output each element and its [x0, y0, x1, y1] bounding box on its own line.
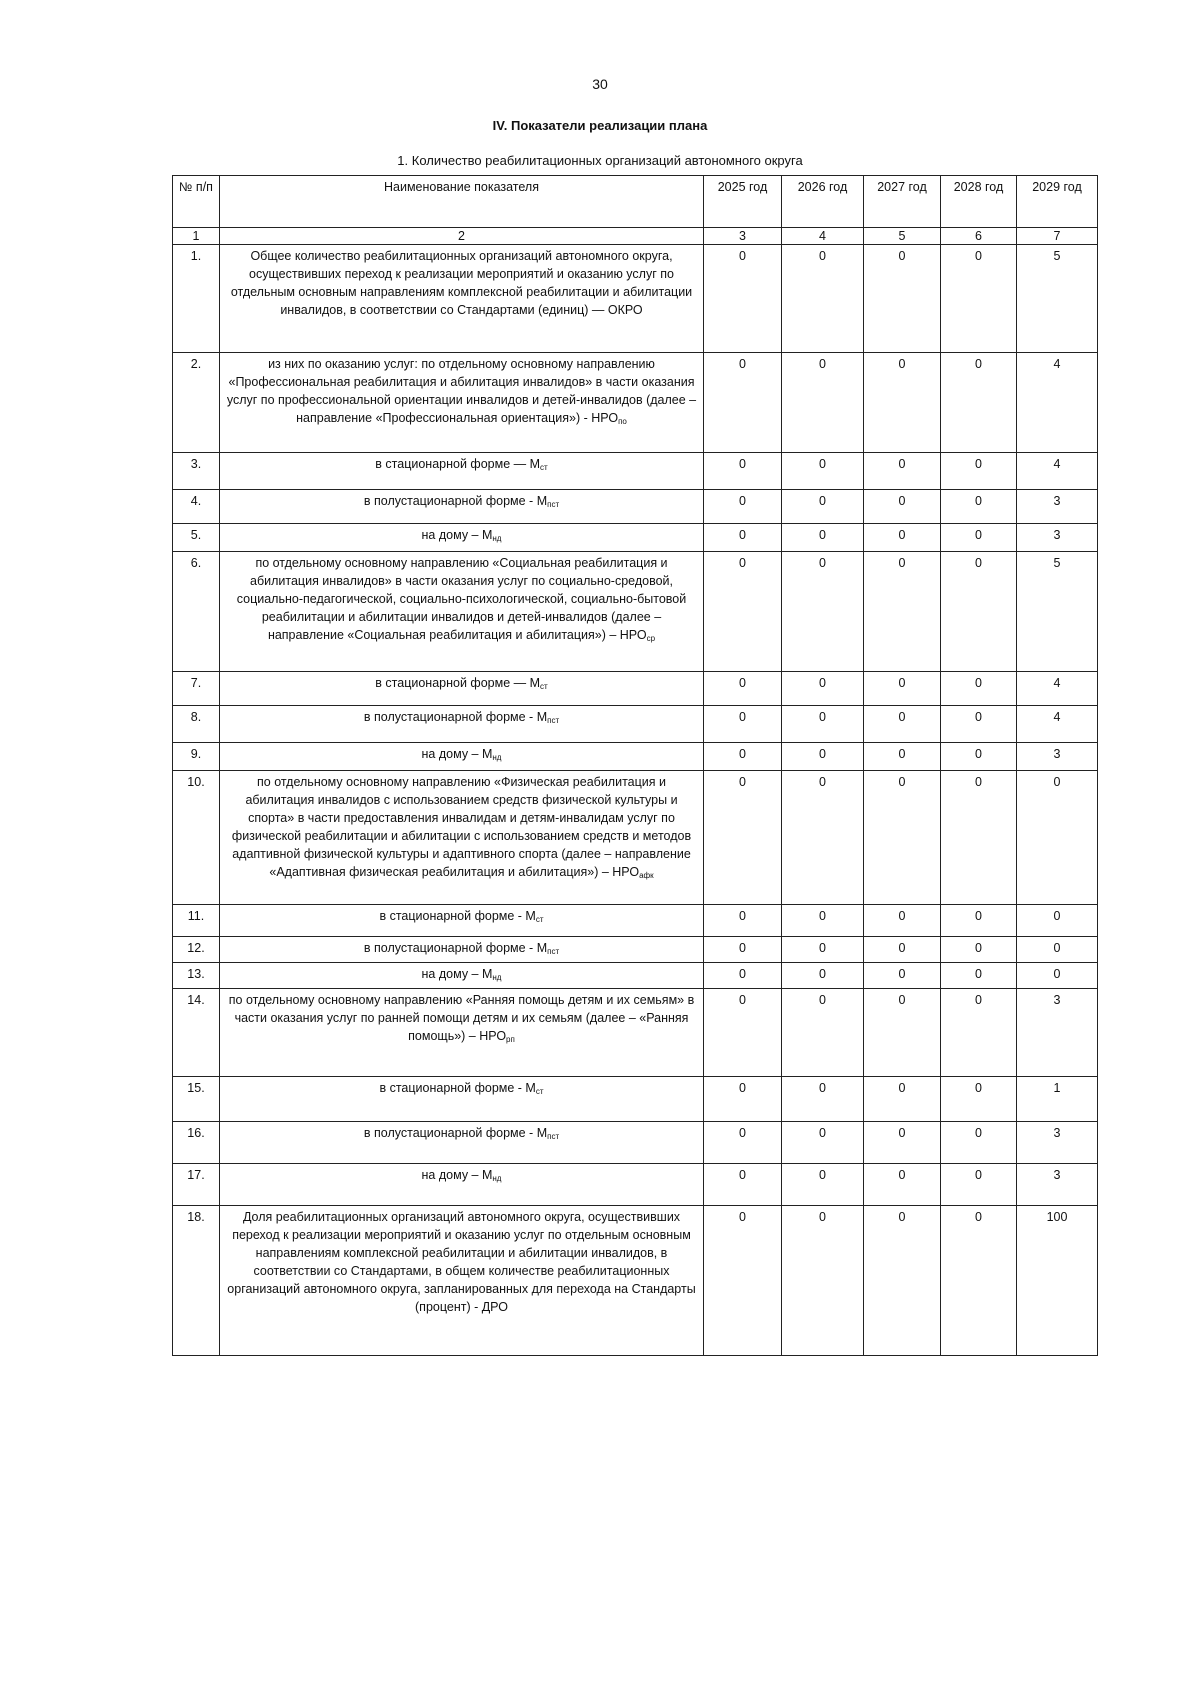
- value-2028: 0: [941, 353, 1017, 453]
- indicator-name: [220, 989, 704, 1077]
- row-number: 18.: [173, 1206, 220, 1356]
- table-header-row: [173, 176, 1098, 228]
- table-row: [173, 989, 1098, 1077]
- value-2029: 4: [1017, 706, 1098, 743]
- value-2028: 0: [941, 706, 1017, 743]
- table-row: [173, 1206, 1098, 1356]
- indicator-name: [220, 937, 704, 963]
- value-2026: 0: [782, 453, 864, 490]
- value-2028: 0: [941, 743, 1017, 771]
- value-2029: 4: [1017, 672, 1098, 706]
- table-row: [173, 743, 1098, 771]
- indicator-name-text: на дому – М: [421, 528, 493, 542]
- value-2026: 0: [782, 1164, 864, 1206]
- row-number: 5.: [173, 524, 220, 552]
- indicator-name-text: в стационарной форме — М: [375, 676, 541, 690]
- table-row: [173, 937, 1098, 963]
- indicator-subscript: ст: [535, 915, 544, 924]
- indicator-name: [220, 1077, 704, 1122]
- value-2028: 0: [941, 245, 1017, 353]
- value-2029: 5: [1017, 552, 1098, 672]
- value-2025: 0: [704, 453, 782, 490]
- value-2025: 0: [704, 552, 782, 672]
- value-2028: 0: [941, 989, 1017, 1077]
- value-2027: 0: [864, 1164, 941, 1206]
- value-2027: 0: [864, 552, 941, 672]
- indicator-subscript: по: [618, 417, 627, 426]
- indicator-name-text: по отдельному основному направлению «Социальная реабилитация и абилитация инвалидов» в части оказания услуг по социально-средовой, социально-педагогической, социально-психологической, социально-бытовой реабилитации и абилитации инвалидов и детей-инвалидов (далее – направление «Социальная реабилитация и абилитация») – НРО: [236, 556, 687, 642]
- indicator-name: [220, 353, 704, 453]
- indicator-name: [220, 1206, 704, 1356]
- indicator-name-text: на дому – М: [421, 747, 493, 761]
- value-2025: 0: [704, 672, 782, 706]
- index-cell: 5: [864, 228, 941, 245]
- indicator-subscript: пст: [547, 1132, 560, 1141]
- row-number: 13.: [173, 963, 220, 989]
- value-2025: 0: [704, 524, 782, 552]
- value-2029: 3: [1017, 1122, 1098, 1164]
- value-2025: 0: [704, 245, 782, 353]
- table-row: [173, 552, 1098, 672]
- indicator-name-text: в полустационарной форме - М: [363, 494, 548, 508]
- table-body: [173, 245, 1098, 1356]
- value-2025: 0: [704, 353, 782, 453]
- indicator-name-text: Общее количество реабилитационных организаций автономного округа, осуществивших переход к реализации мероприятий и оказанию услуг по отдельным основным направлениям комплексной реабилитации и абилитации инвалидов, в соответствии со Стандартами (единиц) — ОКРО: [230, 249, 693, 317]
- indicator-subscript: нд: [492, 534, 502, 543]
- index-cell: 2: [220, 228, 704, 245]
- value-2028: 0: [941, 524, 1017, 552]
- indicator-name: [220, 245, 704, 353]
- row-number: 4.: [173, 490, 220, 524]
- indicator-name-text: Доля реабилитационных организаций автономного округа, осуществивших переход к реализации мероприятий и оказанию услуг по отдельным основным направлениям комплексной реабилитации и абилитации инвалидов, в соответствии со Стандартами, в общем количестве реабилитационных организаций автономного округа, запланированных для перехода на Стандарты (процент) - ДРО: [227, 1210, 696, 1314]
- value-2025: 0: [704, 963, 782, 989]
- value-2029: 5: [1017, 245, 1098, 353]
- table-row: [173, 1122, 1098, 1164]
- value-2026: 0: [782, 490, 864, 524]
- section-title: IV. Показатели реализации плана: [492, 118, 708, 133]
- row-number: 7.: [173, 672, 220, 706]
- indicator-name: [220, 963, 704, 989]
- value-2027: 0: [864, 1077, 941, 1122]
- row-number: 16.: [173, 1122, 220, 1164]
- indicator-subscript: ср: [646, 634, 656, 643]
- indicator-subscript: нд: [492, 753, 502, 762]
- value-2025: 0: [704, 706, 782, 743]
- value-2029: 0: [1017, 905, 1098, 937]
- value-2028: 0: [941, 552, 1017, 672]
- value-2029: 3: [1017, 989, 1098, 1077]
- value-2026: 0: [782, 743, 864, 771]
- indicator-name-text: в стационарной форме - М: [379, 1081, 536, 1095]
- indicator-subscript: нд: [492, 1174, 502, 1183]
- value-2027: 0: [864, 353, 941, 453]
- index-cell: 4: [782, 228, 864, 245]
- page-number: 30: [592, 76, 608, 92]
- value-2027: 0: [864, 905, 941, 937]
- value-2027: 0: [864, 989, 941, 1077]
- value-2027: 0: [864, 963, 941, 989]
- indicator-subscript: ст: [535, 1087, 544, 1096]
- value-2026: 0: [782, 1206, 864, 1356]
- value-2029: 4: [1017, 453, 1098, 490]
- value-2028: 0: [941, 963, 1017, 989]
- table-row: [173, 245, 1098, 353]
- value-2025: 0: [704, 743, 782, 771]
- value-2027: 0: [864, 771, 941, 905]
- header-2026: 2026 год: [782, 176, 864, 228]
- indicator-subscript: пст: [547, 947, 560, 956]
- indicator-name: [220, 552, 704, 672]
- value-2029: 1: [1017, 1077, 1098, 1122]
- index-cell: 3: [704, 228, 782, 245]
- value-2028: 0: [941, 905, 1017, 937]
- indicator-name-text: в стационарной форме — М: [375, 457, 541, 471]
- value-2029: 3: [1017, 1164, 1098, 1206]
- value-2027: 0: [864, 1122, 941, 1164]
- value-2025: 0: [704, 905, 782, 937]
- value-2028: 0: [941, 1077, 1017, 1122]
- row-number: 9.: [173, 743, 220, 771]
- value-2029: 3: [1017, 743, 1098, 771]
- row-number: 8.: [173, 706, 220, 743]
- header-2028: 2028 год: [941, 176, 1017, 228]
- row-number: 6.: [173, 552, 220, 672]
- row-number: 15.: [173, 1077, 220, 1122]
- value-2025: 0: [704, 490, 782, 524]
- value-2028: 0: [941, 771, 1017, 905]
- value-2026: 0: [782, 771, 864, 905]
- value-2029: 0: [1017, 963, 1098, 989]
- table-row: [173, 1164, 1098, 1206]
- value-2029: 100: [1017, 1206, 1098, 1356]
- indicator-name-text: на дому – М: [421, 1168, 493, 1182]
- table-row: [173, 353, 1098, 453]
- value-2026: 0: [782, 524, 864, 552]
- value-2027: 0: [864, 743, 941, 771]
- index-cell: 7: [1017, 228, 1098, 245]
- indicator-name: [220, 453, 704, 490]
- value-2027: 0: [864, 937, 941, 963]
- row-number: 2.: [173, 353, 220, 453]
- value-2029: 3: [1017, 490, 1098, 524]
- value-2027: 0: [864, 706, 941, 743]
- indicator-name-text: по отдельному основному направлению «Физическая реабилитация и абилитация инвалидов с использованием средств физической культуры и спорта» в части предоставления инвалидам и детям-инвалидам услуг по физической реабилитации и абилитации с использованием средств и методов адаптивной физической культуры и адаптивного спорта (далее – направление «Адаптивная физическая реабилитация и абилитация») – НРО: [231, 775, 692, 879]
- table-index-row: [173, 228, 1098, 245]
- indicator-name: [220, 743, 704, 771]
- value-2026: 0: [782, 1122, 864, 1164]
- value-2029: 3: [1017, 524, 1098, 552]
- indicator-name: [220, 524, 704, 552]
- value-2029: 0: [1017, 771, 1098, 905]
- value-2029: 0: [1017, 937, 1098, 963]
- indicator-name-text: по отдельному основному направлению «Ранняя помощь детям и их семьям» в части оказания услуг по ранней помощи детям и их семьям (далее – «Ранняя помощь») – НРО: [228, 993, 695, 1043]
- value-2028: 0: [941, 937, 1017, 963]
- table-row: [173, 963, 1098, 989]
- value-2028: 0: [941, 672, 1017, 706]
- row-number: 12.: [173, 937, 220, 963]
- index-cell: 1: [173, 228, 220, 245]
- indicator-name-text: в стационарной форме - М: [379, 909, 536, 923]
- header-name: Наименование показателя: [220, 176, 704, 228]
- value-2026: 0: [782, 706, 864, 743]
- indicator-subscript: афк: [639, 871, 654, 880]
- value-2027: 0: [864, 490, 941, 524]
- indicator-name: [220, 905, 704, 937]
- value-2025: 0: [704, 989, 782, 1077]
- indicator-name: [220, 1164, 704, 1206]
- value-2027: 0: [864, 1206, 941, 1356]
- header-2029: 2029 год: [1017, 176, 1098, 228]
- value-2025: 0: [704, 1164, 782, 1206]
- indicator-name-text: в полустационарной форме - М: [363, 1126, 548, 1140]
- indicator-subscript: пст: [547, 500, 560, 509]
- value-2026: 0: [782, 963, 864, 989]
- indicator-name-text: в полустационарной форме - М: [363, 710, 548, 724]
- value-2028: 0: [941, 1164, 1017, 1206]
- table-row: [173, 905, 1098, 937]
- value-2026: 0: [782, 989, 864, 1077]
- value-2025: 0: [704, 937, 782, 963]
- header-num: № п/п: [173, 176, 220, 228]
- table-row: [173, 453, 1098, 490]
- value-2027: 0: [864, 524, 941, 552]
- indicator-subscript: пст: [547, 716, 560, 725]
- value-2025: 0: [704, 1077, 782, 1122]
- indicators-table: [172, 175, 1098, 1356]
- header-2027: 2027 год: [864, 176, 941, 228]
- row-number: 11.: [173, 905, 220, 937]
- table-row: [173, 1077, 1098, 1122]
- row-number: 10.: [173, 771, 220, 905]
- value-2027: 0: [864, 672, 941, 706]
- value-2028: 0: [941, 490, 1017, 524]
- value-2028: 0: [941, 1122, 1017, 1164]
- value-2025: 0: [704, 771, 782, 905]
- indicator-name-text: на дому – М: [421, 967, 493, 981]
- value-2028: 0: [941, 1206, 1017, 1356]
- value-2026: 0: [782, 1077, 864, 1122]
- indicator-name: [220, 490, 704, 524]
- row-number: 3.: [173, 453, 220, 490]
- value-2026: 0: [782, 672, 864, 706]
- value-2026: 0: [782, 245, 864, 353]
- table-row: [173, 706, 1098, 743]
- table-row: [173, 490, 1098, 524]
- indicator-name: [220, 672, 704, 706]
- value-2026: 0: [782, 937, 864, 963]
- row-number: 14.: [173, 989, 220, 1077]
- indicator-name-text: в полустационарной форме - М: [363, 941, 548, 955]
- table-caption: 1. Количество реабилитационных организаций автономного округа: [397, 153, 803, 168]
- indicator-name-text: из них по оказанию услуг: по отдельному основному направлению «Профессиональная реабилитация и абилитация инвалидов» в части оказания услуг по профессиональной ориентации инвалидов и детей-инвалидов (далее – направление «Профессиональная ориентация») - НРО: [226, 357, 697, 425]
- indicator-name: [220, 1122, 704, 1164]
- value-2025: 0: [704, 1206, 782, 1356]
- value-2027: 0: [864, 245, 941, 353]
- table-row: [173, 771, 1098, 905]
- header-2025: 2025 год: [704, 176, 782, 228]
- index-cell: 6: [941, 228, 1017, 245]
- indicator-name: [220, 706, 704, 743]
- indicator-subscript: ст: [540, 682, 548, 691]
- table-row: [173, 672, 1098, 706]
- indicator-subscript: рп: [506, 1035, 515, 1044]
- row-number: 1.: [173, 245, 220, 353]
- indicator-name: [220, 771, 704, 905]
- indicator-subscript: нд: [492, 973, 502, 982]
- value-2028: 0: [941, 453, 1017, 490]
- value-2025: 0: [704, 1122, 782, 1164]
- row-number: 17.: [173, 1164, 220, 1206]
- value-2026: 0: [782, 353, 864, 453]
- indicator-subscript: ст: [540, 463, 548, 472]
- value-2029: 4: [1017, 353, 1098, 453]
- table-row: [173, 524, 1098, 552]
- value-2026: 0: [782, 905, 864, 937]
- value-2027: 0: [864, 453, 941, 490]
- value-2026: 0: [782, 552, 864, 672]
